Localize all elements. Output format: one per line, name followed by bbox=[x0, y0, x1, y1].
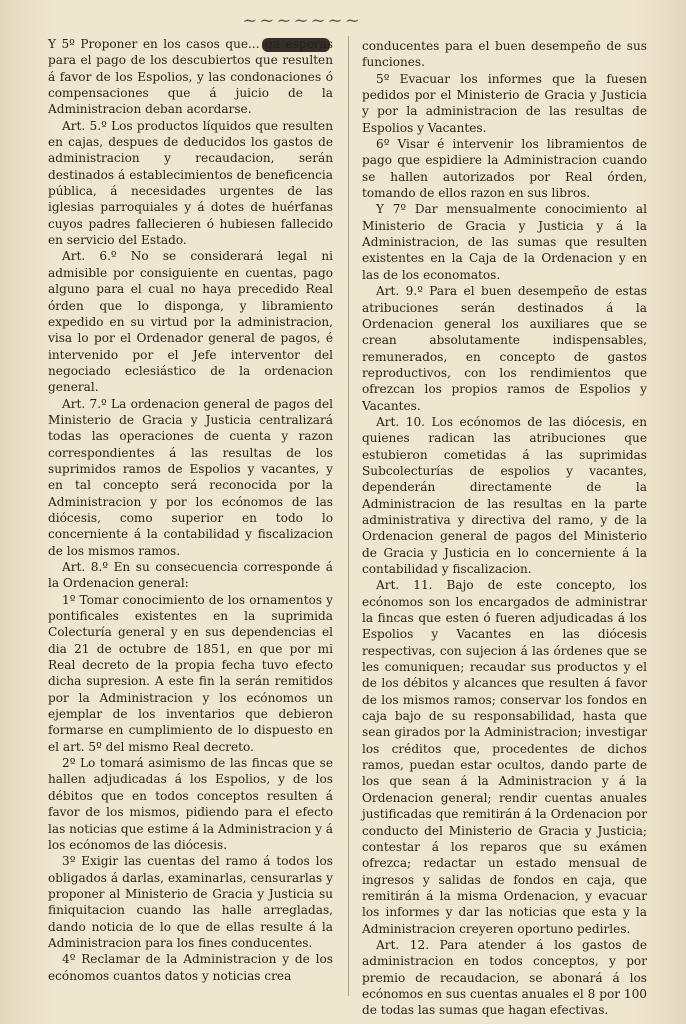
column-divider bbox=[348, 36, 349, 996]
paragraph: 5º Evacuar los informes que la fuesen pedidos por el Ministerio de Gracia y Justicia y por la administracion de las resultas de Espolios y Vacantes. bbox=[362, 71, 647, 135]
paragraph: Art. 12. Para atender á los gastos de administracion en todos conceptos, y por premio de recaudacion, se abonará á los ecónomos en sus cuentas anuales el 8 por 100 de todas las sumas que hagan efectivas. bbox=[362, 937, 647, 1018]
paragraph: Art. 11. Bajo de este concepto, los ecónomos son los encargados de administrar la fincas que esten ó fueren adjudicadas á los Espolios y Vacantes en las diócesis respectivas, con sujecion á las órdenes que se les comuniquen; recaudar sus productos y el de los débitos y alcances que resulten á favor de los mismos ramos; conservar los fondos en caja bajo de su responsabilidad, hasta que sean girados por la Administracion; investigar los créditos que, procedentes de dichos ramos, puedan estar ocultos, dando parte de los que sean á la Administracion y á la Ordenacion general; rendir cuentas anuales justificadas que remitirán á la Ordenacion por conducto del Ministerio de Gracia y Justicia; contestar á los reparos que su exámen ofrezca; redactar un estado mensual de ingresos y salidas de fondos en caja, que remitirán á la misma Ordenacion, y evacuar los informes y dar las noticias que esta y la Administracion creyeren oportuno pedirles. bbox=[362, 578, 647, 936]
right-column bbox=[362, 38, 647, 1019]
paragraph: Art. 8.º En su consecuencia corresponde á la Ordenacion general: bbox=[48, 560, 333, 591]
header-ornament: ~~~~~~~ bbox=[242, 10, 362, 31]
paragraph: 4º Reclamar de la Administracion y de los ecónomos cuantos datos y noticias crea bbox=[48, 952, 333, 983]
paragraph: Art. 6.º No se considerará legal ni admisible por consiguiente en cuentas, pago alguno para el cual no haya precedido Real órden que lo disponga, y libramiento expedido en su virtud por la administracion, visa lo por el Ordenador general de pagos, é intervenido por el Jefe interventor del negociado eclesiástico de la ordenacion general. bbox=[48, 249, 333, 395]
paragraph: Y 7º Dar mensualmente conocimiento al Ministerio de Gracia y Justicia y á la Administracion, de las sumas que resulten existentes en la Caja de la Ordenacion y en las de los economatos. bbox=[362, 202, 647, 282]
paragraph: Art. 5.º Los productos líquidos que resulten en cajas, despues de deducidos los gastos de administracion y recaudacion, serán destinados á establecimientos de beneficencia pública, á necesidades urgentes de las iglesias parroquiales y á dotes de huérfanas cuyos padres fallecieren ó hubiesen fallecido en servicio del Estado. bbox=[48, 118, 333, 248]
paragraph: Y 5º Proponer en los casos que... ga esperas para el pago de los descubiertos que resulten á favor de los Espolios, y las condonaciones ó compensaciones que á juicio de la Administracion deban acordarse. bbox=[48, 37, 333, 117]
paragraph: 1º Tomar conocimiento de los ornamentos y pontificales existentes en la suprimida Colecturía general y en sus dependencias el dia 21 de octubre de 1851, en que por mi Real decreto de la propia fecha tuvo efecto dicha supresion. A este fin la serán remitidos por la Administracion y los ecónomos un ejemplar de los inventarios que debieron formarse en cumplimiento de lo dispuesto en el art. 5º del mismo Real decreto. bbox=[48, 592, 333, 754]
paragraph: Art. 9.º Para el buen desempeño de estas atribuciones serán destinados á la Ordenacion general los auxiliares que se crean absolutamente indispensables, remunerados, en concepto de gastos reproductivos, con los rendimientos que ofrezcan los propios ramos de Espolios y Vacantes. bbox=[362, 284, 647, 413]
left-column bbox=[48, 36, 333, 984]
paragraph: 2º Lo tomará asimismo de las fincas que se hallen adjudicadas á los Espolios, y de los débitos que en todos conceptos resulten á favor de los mismos, pidiendo para el efecto las noticias que estime á la Administracion y á los ecónomos de las diócesis. bbox=[48, 756, 333, 852]
paragraph: conducentes para el buen desempeño de sus funciones. bbox=[362, 39, 647, 70]
paragraph: Art. 7.º La ordenacion general de pagos del Ministerio de Gracia y Justicia centralizará todas las operaciones de cuenta y razon correspondientes á las resultas de los suprimidos ramos de Espolios y vacantes, y en tal concepto será reconocida por la Administracion y por los ecónomos de las diócesis, como superior en todo lo concerniente á la contabilidad y fiscalizacion de los mismos ramos. bbox=[48, 396, 333, 558]
paragraph: 3º Exigir las cuentas del ramo á todos los obligados á darlas, examinarlas, censurarlas y proponer al Ministerio de Gracia y Justicia su finiquitacion cuando las halle arregladas, dando noticia de lo que de ellas resulte á la Administracion para los fines conducentes. bbox=[48, 854, 333, 950]
paragraph: Art. 10. Los ecónomos de las diócesis, en quienes radican las atribuciones que estubieron cometidas á las suprimidas Subcolecturías de espolios y vacantes, dependerán directamente de la Administracion de las resultas en la parte administrativa y directiva del ramo, y de la Ordenacion general de pagos del Ministerio de Gracia y Justicia en lo concerniente á la contabilidad y fiscalizacion. bbox=[362, 414, 647, 576]
paragraph: 6º Visar é intervenir los libramientos de pago que espidiere la Administracion cuando se hallen autorizados por Real órden, tomando de ellos razon en sus libros. bbox=[362, 137, 647, 201]
